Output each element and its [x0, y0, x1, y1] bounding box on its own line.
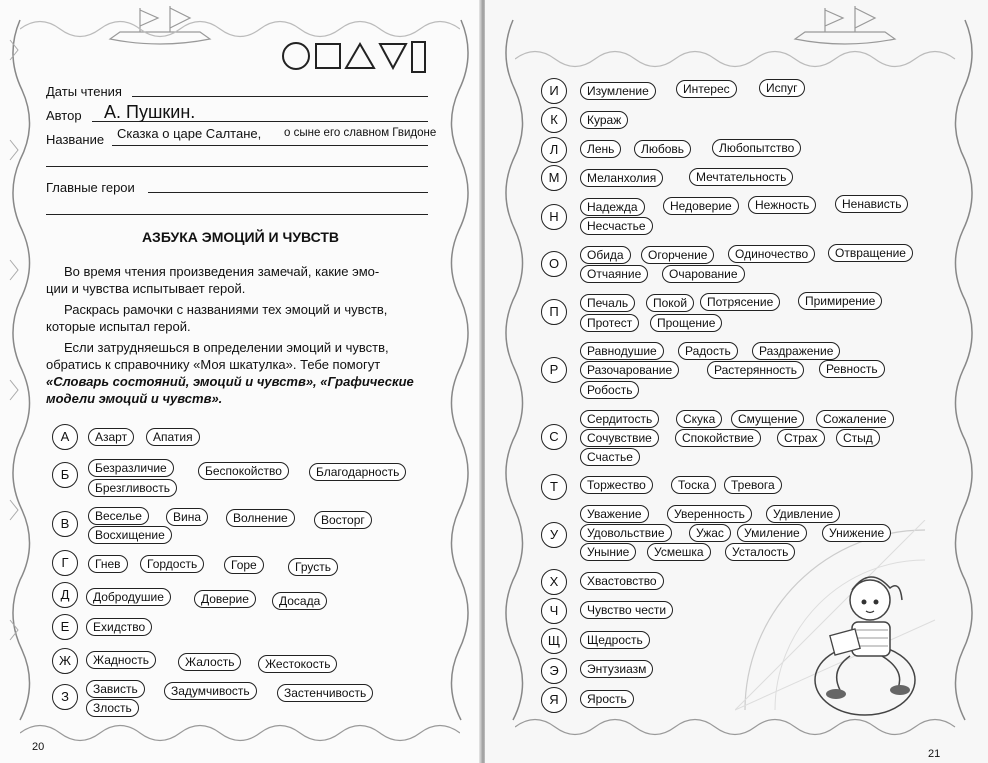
wave-top-right-icon — [515, 44, 965, 74]
emotion-chip[interactable]: Ужас — [689, 524, 731, 542]
emotion-chip[interactable]: Смущение — [731, 410, 804, 428]
emotion-chip[interactable]: Ненависть — [835, 195, 908, 213]
emotion-chip[interactable]: Страх — [777, 429, 825, 447]
emotion-chip[interactable]: Сердитость — [580, 410, 659, 428]
paragraph-2-line-2: которые испытал герой. — [46, 319, 191, 334]
author-value: А. Пушкин. — [104, 102, 196, 122]
letter-circle: Щ — [541, 628, 567, 654]
letter-circle: В — [52, 511, 78, 537]
emotion-chip[interactable]: Любопытство — [712, 139, 801, 157]
emotion-chip[interactable]: Робость — [580, 381, 639, 399]
letter-circle: П — [541, 299, 567, 325]
emotion-chip[interactable]: Брезгливость — [88, 479, 177, 497]
name-line-2[interactable] — [46, 166, 428, 167]
emotion-chip[interactable]: Огорчение — [641, 246, 714, 264]
dates-label: Даты чтения — [46, 84, 122, 99]
emotion-chip[interactable]: Скука — [676, 410, 722, 428]
emotion-chip[interactable]: Энтузиазм — [580, 660, 653, 678]
emotion-chip[interactable]: Любовь — [634, 140, 691, 158]
letter-circle: Т — [541, 474, 567, 500]
right-page — [485, 0, 988, 763]
letter-circle: Ж — [52, 648, 78, 674]
emotion-chip[interactable]: Ехидство — [86, 618, 152, 636]
letter-circle: И — [541, 78, 567, 104]
shapes-icon — [282, 36, 430, 76]
emotion-chip[interactable]: Прощение — [650, 314, 722, 332]
emotion-chip[interactable]: Счастье — [580, 448, 640, 466]
letter-circle: К — [541, 107, 567, 133]
emotion-chip[interactable]: Одиночество — [728, 245, 815, 263]
emotion-chip[interactable]: Благодарность — [309, 463, 406, 481]
page-title: АЗБУКА ЭМОЦИЙ И ЧУВСТВ — [141, 229, 340, 245]
emotion-chip[interactable]: Вина — [166, 508, 208, 526]
emotion-chip[interactable]: Меланхолия — [580, 169, 663, 187]
emotion-chip[interactable]: Уважение — [580, 505, 649, 523]
ship-icon — [785, 4, 905, 49]
emotion-chip[interactable]: Унижение — [822, 524, 891, 542]
emotion-chip[interactable]: Надежда — [580, 198, 645, 216]
emotion-chip[interactable]: Отвращение — [828, 244, 913, 262]
emotion-chip[interactable]: Уныние — [580, 543, 636, 561]
emotion-chip[interactable]: Нежность — [748, 196, 816, 214]
wave-bottom-right-icon — [515, 712, 965, 742]
emotion-chip[interactable]: Зависть — [86, 680, 145, 698]
emotion-chip[interactable]: Удовольствие — [580, 524, 672, 542]
emotion-chip[interactable]: Усталость — [725, 543, 795, 561]
emotion-chip[interactable]: Разочарование — [580, 361, 679, 379]
letter-circle: А — [52, 424, 78, 450]
name-label: Название — [46, 132, 105, 147]
paragraph-2-line-1: Раскрась рамочки с названиями тех эмоций и чувств, — [64, 302, 388, 317]
letter-circle: М — [541, 165, 567, 191]
page-number-right: 21 — [928, 748, 941, 760]
emotion-chip[interactable]: Гнев — [88, 555, 128, 573]
emotion-chip[interactable]: Горе — [224, 556, 264, 574]
letter-circle: Г — [52, 550, 78, 576]
heroes-label: Главные герои — [46, 180, 135, 195]
emotion-chip[interactable]: Раздражение — [752, 342, 840, 360]
emotion-chip[interactable]: Лень — [580, 140, 621, 158]
letter-circle: Я — [541, 687, 567, 713]
emotion-chip[interactable]: Мечтательность — [689, 168, 793, 186]
emotion-chip[interactable]: Обида — [580, 246, 631, 264]
emotion-chip[interactable]: Покой — [646, 294, 694, 312]
emotion-chip[interactable]: Примирение — [798, 292, 882, 310]
emotion-chip[interactable]: Кураж — [580, 111, 628, 129]
emotion-chip[interactable]: Сочувствие — [580, 429, 659, 447]
emotion-chip[interactable]: Торжество — [580, 476, 653, 494]
emotion-chip[interactable]: Задумчивость — [164, 682, 257, 700]
wavy-border-left-inner-icon — [441, 0, 481, 763]
emotion-chip[interactable]: Сожаление — [816, 410, 894, 428]
emotion-chip[interactable]: Досада — [272, 592, 327, 610]
emotion-chip[interactable]: Гордость — [140, 555, 204, 573]
emotion-chip[interactable]: Беспокойство — [198, 462, 289, 480]
emotion-chip[interactable]: Печаль — [580, 294, 635, 312]
emotion-chip[interactable]: Равнодушие — [580, 342, 664, 360]
dates-line[interactable] — [132, 96, 428, 97]
emotion-chip[interactable]: Потрясение — [700, 293, 780, 311]
letter-circle: Р — [541, 357, 567, 383]
emotion-chip[interactable]: Тревога — [724, 476, 782, 494]
emotion-chip[interactable]: Радость — [678, 342, 738, 360]
emotion-chip[interactable]: Растерянность — [707, 361, 804, 379]
wave-bottom-left-icon — [20, 718, 460, 748]
letter-circle: Н — [541, 204, 567, 230]
name-value-part2: о сыне его славном Гвидоне — [284, 127, 437, 139]
paragraph-1-line-2: ции и чувства испытывает герой. — [46, 281, 246, 296]
paragraph-3-line-1: Если затрудняешься в определении эмоций и чувств, — [64, 340, 389, 355]
letter-circle: Х — [541, 569, 567, 595]
emotion-chip[interactable]: Отчаяние — [580, 265, 648, 283]
emotion-chip[interactable]: Спокойствие — [675, 429, 761, 447]
emotion-chip[interactable]: Удивление — [766, 505, 840, 523]
paragraph-3-line-4: модели эмоций и чувств». — [46, 391, 223, 406]
emotion-chip[interactable]: Тоска — [671, 476, 716, 494]
emotion-chip[interactable]: Жалость — [178, 653, 241, 671]
emotion-chip[interactable]: Веселье — [88, 507, 149, 525]
emotion-chip[interactable]: Изумление — [580, 82, 656, 100]
emotion-chip[interactable]: Очарование — [662, 265, 745, 283]
letter-circle: Л — [541, 137, 567, 163]
emotion-chip[interactable]: Несчастье — [580, 217, 653, 235]
emotion-chip[interactable]: Хвастовство — [580, 572, 664, 590]
emotion-chip[interactable]: Добродушие — [86, 588, 171, 606]
emotion-chip[interactable]: Усмешка — [647, 543, 711, 561]
paragraph-1-line-1: Во время чтения произведения замечай, какие эмо- — [64, 264, 380, 279]
heroes-line[interactable] — [148, 192, 428, 193]
emotion-chip[interactable]: Уверенность — [667, 505, 752, 523]
emotion-chip[interactable]: Восторг — [314, 511, 372, 529]
letter-circle: Э — [541, 658, 567, 684]
author-label: Автор — [46, 108, 82, 123]
emotion-chip[interactable]: Щедрость — [580, 631, 650, 649]
emotion-chip[interactable]: Злость — [86, 699, 139, 717]
emotion-chip[interactable]: Доверие — [194, 590, 256, 608]
reading-girl-illustration-icon — [810, 560, 930, 720]
letter-circle: З — [52, 684, 78, 710]
name-value-part1: Сказка о царе Салтане, — [117, 126, 262, 141]
emotion-chip[interactable]: Восхищение — [88, 526, 172, 544]
emotion-chip[interactable]: Умиление — [737, 524, 807, 542]
paragraph-3-line-3: «Словарь состояний, эмоций и чувств», «Графические — [46, 374, 414, 389]
emotion-chip[interactable]: Чувство чести — [580, 601, 673, 619]
emotion-chip[interactable]: Стыд — [836, 429, 880, 447]
emotion-chip[interactable]: Азарт — [88, 428, 134, 446]
letter-circle: Б — [52, 462, 78, 488]
emotion-chip[interactable]: Жадность — [86, 651, 156, 669]
emotion-chip[interactable]: Грусть — [288, 558, 338, 576]
emotion-chip[interactable]: Застенчивость — [277, 684, 373, 702]
letter-circle: Д — [52, 582, 78, 608]
letter-circle: Е — [52, 614, 78, 640]
wavy-border-right-inner-icon — [493, 0, 533, 763]
emotion-chip[interactable]: Ревность — [819, 360, 885, 378]
emotion-chip[interactable]: Безразличие — [88, 459, 174, 477]
letter-circle: О — [541, 251, 567, 277]
emotion-chip[interactable]: Апатия — [146, 428, 200, 446]
letter-circle: У — [541, 522, 567, 548]
emotion-chip[interactable]: Протест — [580, 314, 639, 332]
emotion-chip[interactable]: Жестокость — [258, 655, 337, 673]
emotion-chip[interactable]: Интерес — [676, 80, 737, 98]
page-number-left: 20 — [32, 741, 45, 753]
heroes-line-2[interactable] — [46, 214, 428, 215]
emotion-chip[interactable]: Волнение — [226, 509, 295, 527]
emotion-chip[interactable]: Недоверие — [663, 197, 739, 215]
left-page — [0, 0, 481, 763]
letter-circle: С — [541, 424, 567, 450]
name-line[interactable] — [112, 145, 428, 146]
wavy-border-left-icon — [0, 0, 40, 763]
paragraph-3-line-2: обратись к справочнику «Моя шкатулка». Тебе помогут — [46, 357, 381, 372]
letter-circle: Ч — [541, 598, 567, 624]
emotion-chip[interactable]: Ярость — [580, 690, 634, 708]
emotion-chip[interactable]: Испуг — [759, 79, 805, 97]
